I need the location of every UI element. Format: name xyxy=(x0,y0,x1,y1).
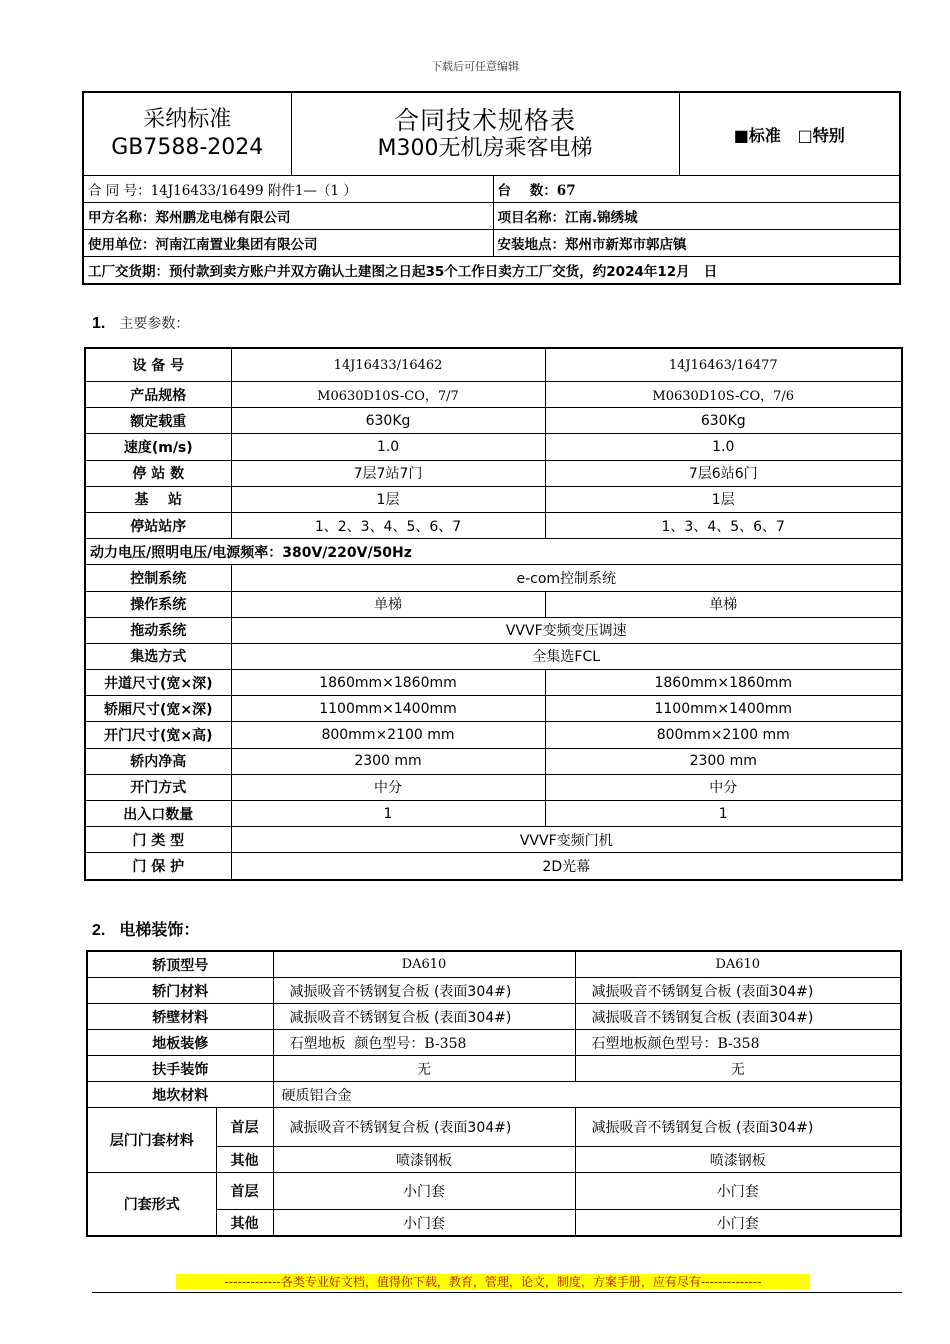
section-2-title: 电梯装饰： xyxy=(119,920,200,939)
cell-a: 1860mm×1860mm xyxy=(231,670,545,696)
contract-number: 合 同 号：14J16433/16499 附件1—（1 ） xyxy=(83,176,493,203)
standard-cell xyxy=(83,92,291,176)
table-row xyxy=(85,617,902,643)
table-row xyxy=(85,853,902,880)
row-group-label: 层门门套材料 xyxy=(87,1108,216,1173)
row-label: 设 备 号 xyxy=(85,348,231,382)
cell-a: 小门套 xyxy=(273,1173,575,1210)
section-1-title: 主要参数： xyxy=(119,316,190,332)
sub-label: 首层 xyxy=(216,1108,273,1147)
table-row xyxy=(85,512,902,538)
contract-header-table xyxy=(82,91,901,285)
table-row xyxy=(87,951,901,978)
unit-count: 台 数：67 xyxy=(493,176,900,203)
table-row xyxy=(85,748,902,774)
cell-b: 1 xyxy=(545,801,902,827)
table-row xyxy=(85,486,902,512)
table-row xyxy=(85,434,902,460)
cell-a: 单梯 xyxy=(231,591,545,617)
row-label: 开门方式 xyxy=(85,774,231,800)
cell-b: 630Kg xyxy=(545,408,902,434)
table-row xyxy=(87,1056,901,1082)
cell-a: 1100mm×1400mm xyxy=(231,696,545,722)
row-label: 停 站 数 xyxy=(85,460,231,486)
cell-a: 1 xyxy=(231,801,545,827)
row-label: 出入口数量 xyxy=(85,801,231,827)
cell-b: 800mm×2100 mm xyxy=(545,722,902,748)
table-row xyxy=(85,348,902,382)
footer-banner: -------------各类专业好文档，值得你下载，教育，管理，论文，制度，方案手册，应有尽有-------------- xyxy=(176,1274,810,1290)
standard-label: 采纳标准 xyxy=(143,107,232,132)
cell-a: 2300 mm xyxy=(231,748,545,774)
cell-merged: 硬质铝合金 xyxy=(273,1082,901,1108)
cell-a: 减振吸音不锈钢复合板 (表面304#) xyxy=(273,1004,575,1030)
row-label: 停站站序 xyxy=(85,512,231,538)
cell-a: 1、2、3、4、5、6、7 xyxy=(231,512,545,538)
delivery-terms: 工厂交货期：预付款到卖方账户并双方确认土建图之日起35个工作日卖方工厂交货，约2024年12月 日 xyxy=(83,257,900,285)
row-label: 轿门材料 xyxy=(87,978,273,1004)
table-row xyxy=(85,591,902,617)
cell-b: 1860mm×1860mm xyxy=(545,670,902,696)
table-row xyxy=(85,565,902,591)
row-label: 门 保 护 xyxy=(85,853,231,880)
cell-a: 喷漆钢板 xyxy=(273,1147,575,1173)
install-site: 安装地点：郑州市新郑市郭店镇 xyxy=(493,230,900,257)
cell-b: 14J16463/16477 xyxy=(545,348,902,382)
table-row xyxy=(87,1173,901,1210)
table-row xyxy=(87,1108,901,1147)
row-label: 开门尺寸(宽×高) xyxy=(85,722,231,748)
cell-b: DA610 xyxy=(575,951,901,978)
cell-a: 小门套 xyxy=(273,1210,575,1237)
footer-divider xyxy=(92,1292,902,1293)
title-cell xyxy=(291,92,679,176)
table-row xyxy=(85,722,902,748)
cell-a: 中分 xyxy=(231,774,545,800)
table-row xyxy=(87,1082,901,1108)
section-2-heading xyxy=(92,917,199,940)
row-label: 轿壁材料 xyxy=(87,1004,273,1030)
cell-b: 小门套 xyxy=(575,1173,901,1210)
row-label: 基 站 xyxy=(85,486,231,512)
row-label: 额定载重 xyxy=(85,408,231,434)
row-label: 井道尺寸(宽×深) xyxy=(85,670,231,696)
row-label: 操作系统 xyxy=(85,591,231,617)
cell-b: 1100mm×1400mm xyxy=(545,696,902,722)
standard-flags-cell xyxy=(679,92,900,176)
cell-a: 石塑地板 颜色型号：B-358 xyxy=(273,1030,575,1056)
row-label: 地坎材料 xyxy=(87,1082,273,1108)
cell-a: 无 xyxy=(273,1056,575,1082)
table-row xyxy=(85,643,902,669)
standard-code: GB7588-2024 xyxy=(111,135,264,160)
cell-b: 石塑地板颜色型号：B-358 xyxy=(575,1030,901,1056)
row-label: 轿内净高 xyxy=(85,748,231,774)
table-row xyxy=(85,801,902,827)
cell-a: DA610 xyxy=(273,951,575,978)
cell-merged: 2D光幕 xyxy=(231,853,902,880)
cell-merged: VVVF变频变压调速 xyxy=(231,617,902,643)
standard-flags: ■标准 □特别 xyxy=(733,125,845,145)
decoration-table xyxy=(86,950,902,1237)
row-label: 产品规格 xyxy=(85,382,231,408)
cell-a: 7层7站7门 xyxy=(231,460,545,486)
cell-b: 小门套 xyxy=(575,1210,901,1237)
cell-merged: 全集选FCL xyxy=(231,643,902,669)
cell-a: 1.0 xyxy=(231,434,545,460)
page-subtitle: M300无机房乘客电梯 xyxy=(377,136,593,161)
table-row xyxy=(87,1030,901,1056)
cell-b: 7层6站6门 xyxy=(545,460,902,486)
cell-a: 630Kg xyxy=(231,408,545,434)
table-row xyxy=(85,539,902,565)
cell-b: 中分 xyxy=(545,774,902,800)
main-parameters-table xyxy=(84,347,903,881)
cell-a: 14J16433/16462 xyxy=(231,348,545,382)
sub-label: 其他 xyxy=(216,1210,273,1237)
table-row xyxy=(87,1004,901,1030)
cell-b: 减振吸音不锈钢复合板 (表面304#) xyxy=(575,1004,901,1030)
section-1-number: 1. xyxy=(92,315,106,332)
cell-b: 1.0 xyxy=(545,434,902,460)
power-spec: 动力电压/照明电压/电源频率：380V/220V/50Hz xyxy=(85,539,902,565)
cell-a: 1层 xyxy=(231,486,545,512)
row-label: 拖动系统 xyxy=(85,617,231,643)
table-row xyxy=(85,827,902,853)
cell-b: 减振吸音不锈钢复合板 (表面304#) xyxy=(575,1108,901,1147)
table-row xyxy=(85,408,902,434)
party-a: 甲方名称：郑州鹏龙电梯有限公司 xyxy=(83,203,493,230)
top-note: 下载后可任意编辑 xyxy=(431,60,519,73)
section-1-heading xyxy=(92,313,189,333)
row-label: 扶手装饰 xyxy=(87,1056,273,1082)
table-row xyxy=(87,978,901,1004)
row-label: 速度(m/s) xyxy=(85,434,231,460)
cell-b: 减振吸音不锈钢复合板 (表面304#) xyxy=(575,978,901,1004)
cell-a: M0630D10S-CO，7/7 xyxy=(231,382,545,408)
section-2-number: 2. xyxy=(92,922,106,939)
cell-b: 单梯 xyxy=(545,591,902,617)
table-row xyxy=(85,774,902,800)
cell-merged: VVVF变频门机 xyxy=(231,827,902,853)
table-row xyxy=(85,670,902,696)
sub-label: 其他 xyxy=(216,1147,273,1173)
cell-b: 2300 mm xyxy=(545,748,902,774)
user-unit: 使用单位：河南江南置业集团有限公司 xyxy=(83,230,493,257)
row-label: 集选方式 xyxy=(85,643,231,669)
row-label: 门 类 型 xyxy=(85,827,231,853)
cell-a: 减振吸音不锈钢复合板 (表面304#) xyxy=(273,978,575,1004)
table-row xyxy=(85,460,902,486)
cell-b: 1、3、4、5、6、7 xyxy=(545,512,902,538)
sub-label: 首层 xyxy=(216,1173,273,1210)
cell-b: 无 xyxy=(575,1056,901,1082)
project-name: 项目名称：江南.锦绣城 xyxy=(493,203,900,230)
table-row xyxy=(85,696,902,722)
row-label: 控制系统 xyxy=(85,565,231,591)
table-row xyxy=(85,382,902,408)
cell-merged: e-com控制系统 xyxy=(231,565,902,591)
cell-a: 减振吸音不锈钢复合板 (表面304#) xyxy=(273,1108,575,1147)
row-label: 地板装修 xyxy=(87,1030,273,1056)
row-group-label: 门套形式 xyxy=(87,1173,216,1237)
page-title: 合同技术规格表 xyxy=(394,106,577,135)
cell-b: M0630D10S-CO，7/6 xyxy=(545,382,902,408)
cell-b: 1层 xyxy=(545,486,902,512)
cell-a: 800mm×2100 mm xyxy=(231,722,545,748)
row-label: 轿顶型号 xyxy=(87,951,273,978)
row-label: 轿厢尺寸(宽×深) xyxy=(85,696,231,722)
cell-b: 喷漆钢板 xyxy=(575,1147,901,1173)
